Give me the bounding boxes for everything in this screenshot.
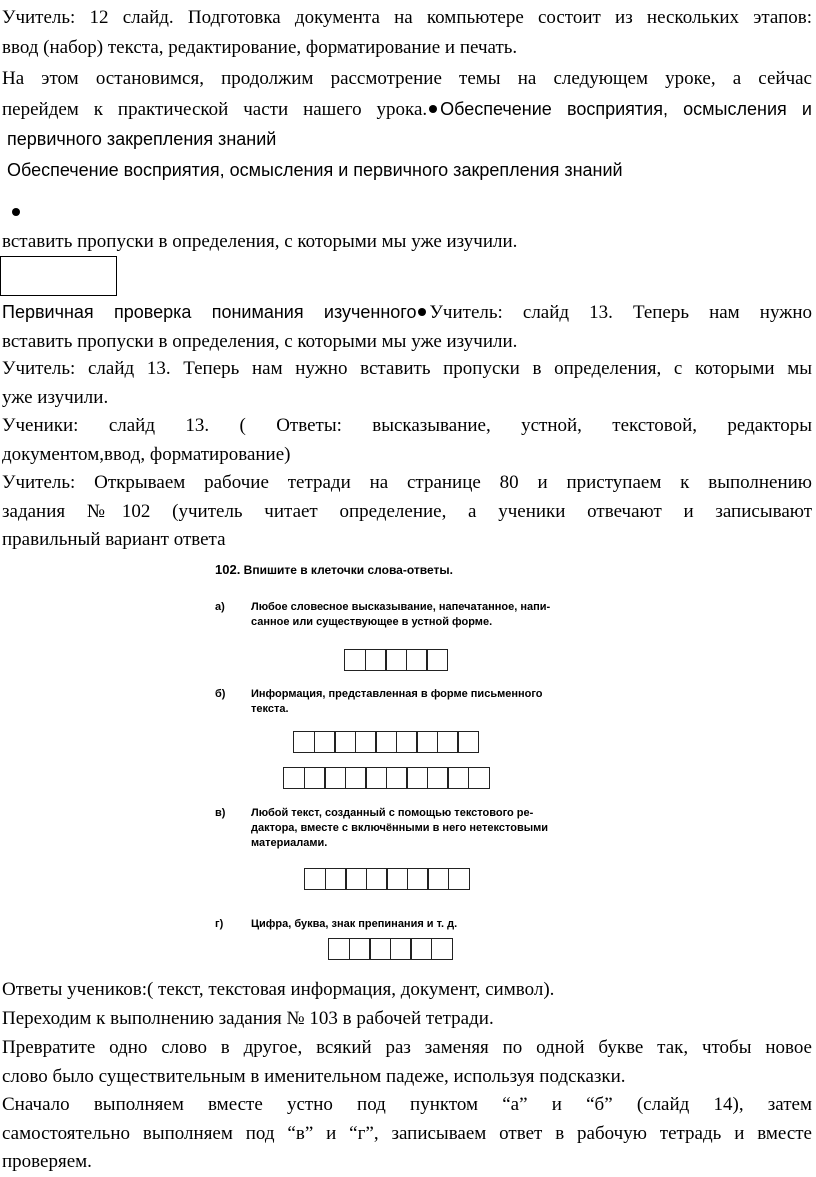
bullet-icon xyxy=(418,308,426,316)
paragraph-workbook-task-2: задания №102 (учитель читает определение, а ученики отвечают и записывают xyxy=(2,501,812,522)
answer-cell[interactable] xyxy=(375,731,397,753)
paragraph-first-together: Сначало выполняем вместе устно под пунктом “а” и “б” (слайд 14), затем xyxy=(2,1094,812,1115)
answer-cell[interactable] xyxy=(293,731,315,753)
answer-cell[interactable] xyxy=(390,938,412,960)
answer-cell[interactable] xyxy=(437,731,459,753)
answer-cell[interactable] xyxy=(369,938,391,960)
answer-cell[interactable] xyxy=(448,868,470,890)
empty-text-box xyxy=(0,256,117,296)
paragraph-students-answers: Ученики: слайд 13. ( Ответы: высказывание, устной, текстовой, редакторы xyxy=(2,415,812,436)
answer-cell[interactable] xyxy=(345,767,367,789)
answer-cells-g[interactable] xyxy=(328,938,453,960)
answer-cell[interactable] xyxy=(427,767,449,789)
exercise-item-v: в) Любой текст, созданный с помощью текстового ре- дактора, вместе с включёнными в него нетекстовыми материалами. xyxy=(215,807,549,849)
section-heading: Обеспечение восприятия, осмысления и xyxy=(440,99,812,119)
paragraph-first-together-2: самостоятельно выполняем под “в” и “г”, записываем ответ в рабочую тетрадь и вместе xyxy=(2,1123,812,1144)
section-heading-repeat: Обеспечение восприятия, осмысления и первичного закрепления знаний xyxy=(7,160,623,180)
section-heading-cont: первичного закрепления знаний xyxy=(7,129,277,149)
exercise-item-a: а) Любое словесное высказывание, напечатанное, напи- санное или существующее в устной форме. xyxy=(215,601,551,628)
paragraph-first-together-3: проверяем. xyxy=(2,1151,92,1172)
answer-cell[interactable] xyxy=(304,868,326,890)
paragraph-students-answers-102: Ответы учеников:( текст, текстовая информация, документ, символ). xyxy=(2,979,555,1000)
answer-cell[interactable] xyxy=(406,649,428,671)
paragraph-workbook-task: Учитель: Открываем рабочие тетради на странице 80 и приступаем к выполнению xyxy=(2,472,812,493)
workbook-exercise-figure xyxy=(215,556,605,968)
answer-cell[interactable] xyxy=(344,649,366,671)
answer-cell[interactable] xyxy=(447,767,469,789)
answer-cell[interactable] xyxy=(304,767,326,789)
answer-cell[interactable] xyxy=(406,767,428,789)
answer-cell[interactable] xyxy=(427,868,449,890)
paragraph-teacher-slide-12: Учитель: 12 слайд. Подготовка документа на компьютере состоит из нескольких этапов: xyxy=(2,7,812,28)
answer-cell[interactable] xyxy=(410,938,432,960)
answer-cell[interactable] xyxy=(283,767,305,789)
answer-cell[interactable] xyxy=(325,868,347,890)
bullet-icon xyxy=(429,105,437,113)
exercise-title: 102. Впишите в клеточки слова-ответы. xyxy=(215,562,453,577)
answer-cell[interactable] xyxy=(426,649,448,671)
answer-cell[interactable] xyxy=(365,649,387,671)
answer-cell[interactable] xyxy=(385,649,407,671)
paragraph-practical-part: перейдем к практической части нашего урока. Обеспечение восприятия, осмысления и xyxy=(2,99,812,120)
answer-cell[interactable] xyxy=(457,731,479,753)
answer-cell[interactable] xyxy=(355,731,377,753)
answer-cell[interactable] xyxy=(314,731,336,753)
paragraph-teacher-slide-13: Учитель: слайд 13. Теперь нам нужно вставить пропуски в определения, с которыми мы xyxy=(2,358,812,379)
answer-cells-a[interactable] xyxy=(344,649,448,671)
answer-cell[interactable] xyxy=(468,767,490,789)
answer-cell[interactable] xyxy=(366,868,388,890)
paragraph-students-answers-cont: документом,ввод, форматирование) xyxy=(2,444,291,465)
answer-cells-v[interactable] xyxy=(304,868,470,890)
paragraph-transform-word: Превратите одно слово в другое, всякий раз заменяя по одной букве так, чтобы новое xyxy=(2,1037,812,1058)
answer-cell[interactable] xyxy=(386,767,408,789)
paragraph-transform-word-cont: слово было существительным в именительном падеже, используя подсказки. xyxy=(2,1066,626,1087)
paragraph-teacher-slide-12-cont: ввод (набор) текста, редактирование, форматирование и печать. xyxy=(2,37,518,58)
paragraph-task-103: Переходим к выполнению задания № 103 в рабочей тетради. xyxy=(2,1008,494,1029)
answer-cell[interactable] xyxy=(349,938,371,960)
paragraph-workbook-task-3: правильный вариант ответа xyxy=(2,529,226,550)
exercise-item-g: г) Цифра, буква, знак препинания и т. д. xyxy=(215,918,458,930)
paragraph-primary-check-cont: вставить пропуски в определения, с которыми мы уже изучили. xyxy=(2,331,518,352)
answer-cells-b2[interactable] xyxy=(283,767,490,789)
answer-cell[interactable] xyxy=(365,767,387,789)
bullet-icon xyxy=(12,208,20,216)
answer-cell[interactable] xyxy=(431,938,453,960)
paragraph-teacher-slide-13-cont: уже изучили. xyxy=(2,387,109,408)
exercise-item-b: б) Информация, представленная в форме письменного текста. xyxy=(215,688,543,715)
answer-cell[interactable] xyxy=(386,868,408,890)
answer-cell[interactable] xyxy=(328,938,350,960)
paragraph-primary-check: Первичная проверка понимания изученного Учитель: слайд 13. Теперь нам нужно xyxy=(2,302,812,323)
answer-cells-b1[interactable] xyxy=(293,731,479,753)
answer-cell[interactable] xyxy=(324,767,346,789)
answer-cell[interactable] xyxy=(416,731,438,753)
paragraph-stop-here: На этом остановимся, продолжим рассмотрение темы на следующем уроке, а сейчас xyxy=(2,68,812,89)
answer-cell[interactable] xyxy=(396,731,418,753)
answer-cell[interactable] xyxy=(334,731,356,753)
paragraph-fill-gaps: вставить пропуски в определения, с которыми мы уже изучили. xyxy=(2,231,518,252)
answer-cell[interactable] xyxy=(407,868,429,890)
answer-cell[interactable] xyxy=(345,868,367,890)
